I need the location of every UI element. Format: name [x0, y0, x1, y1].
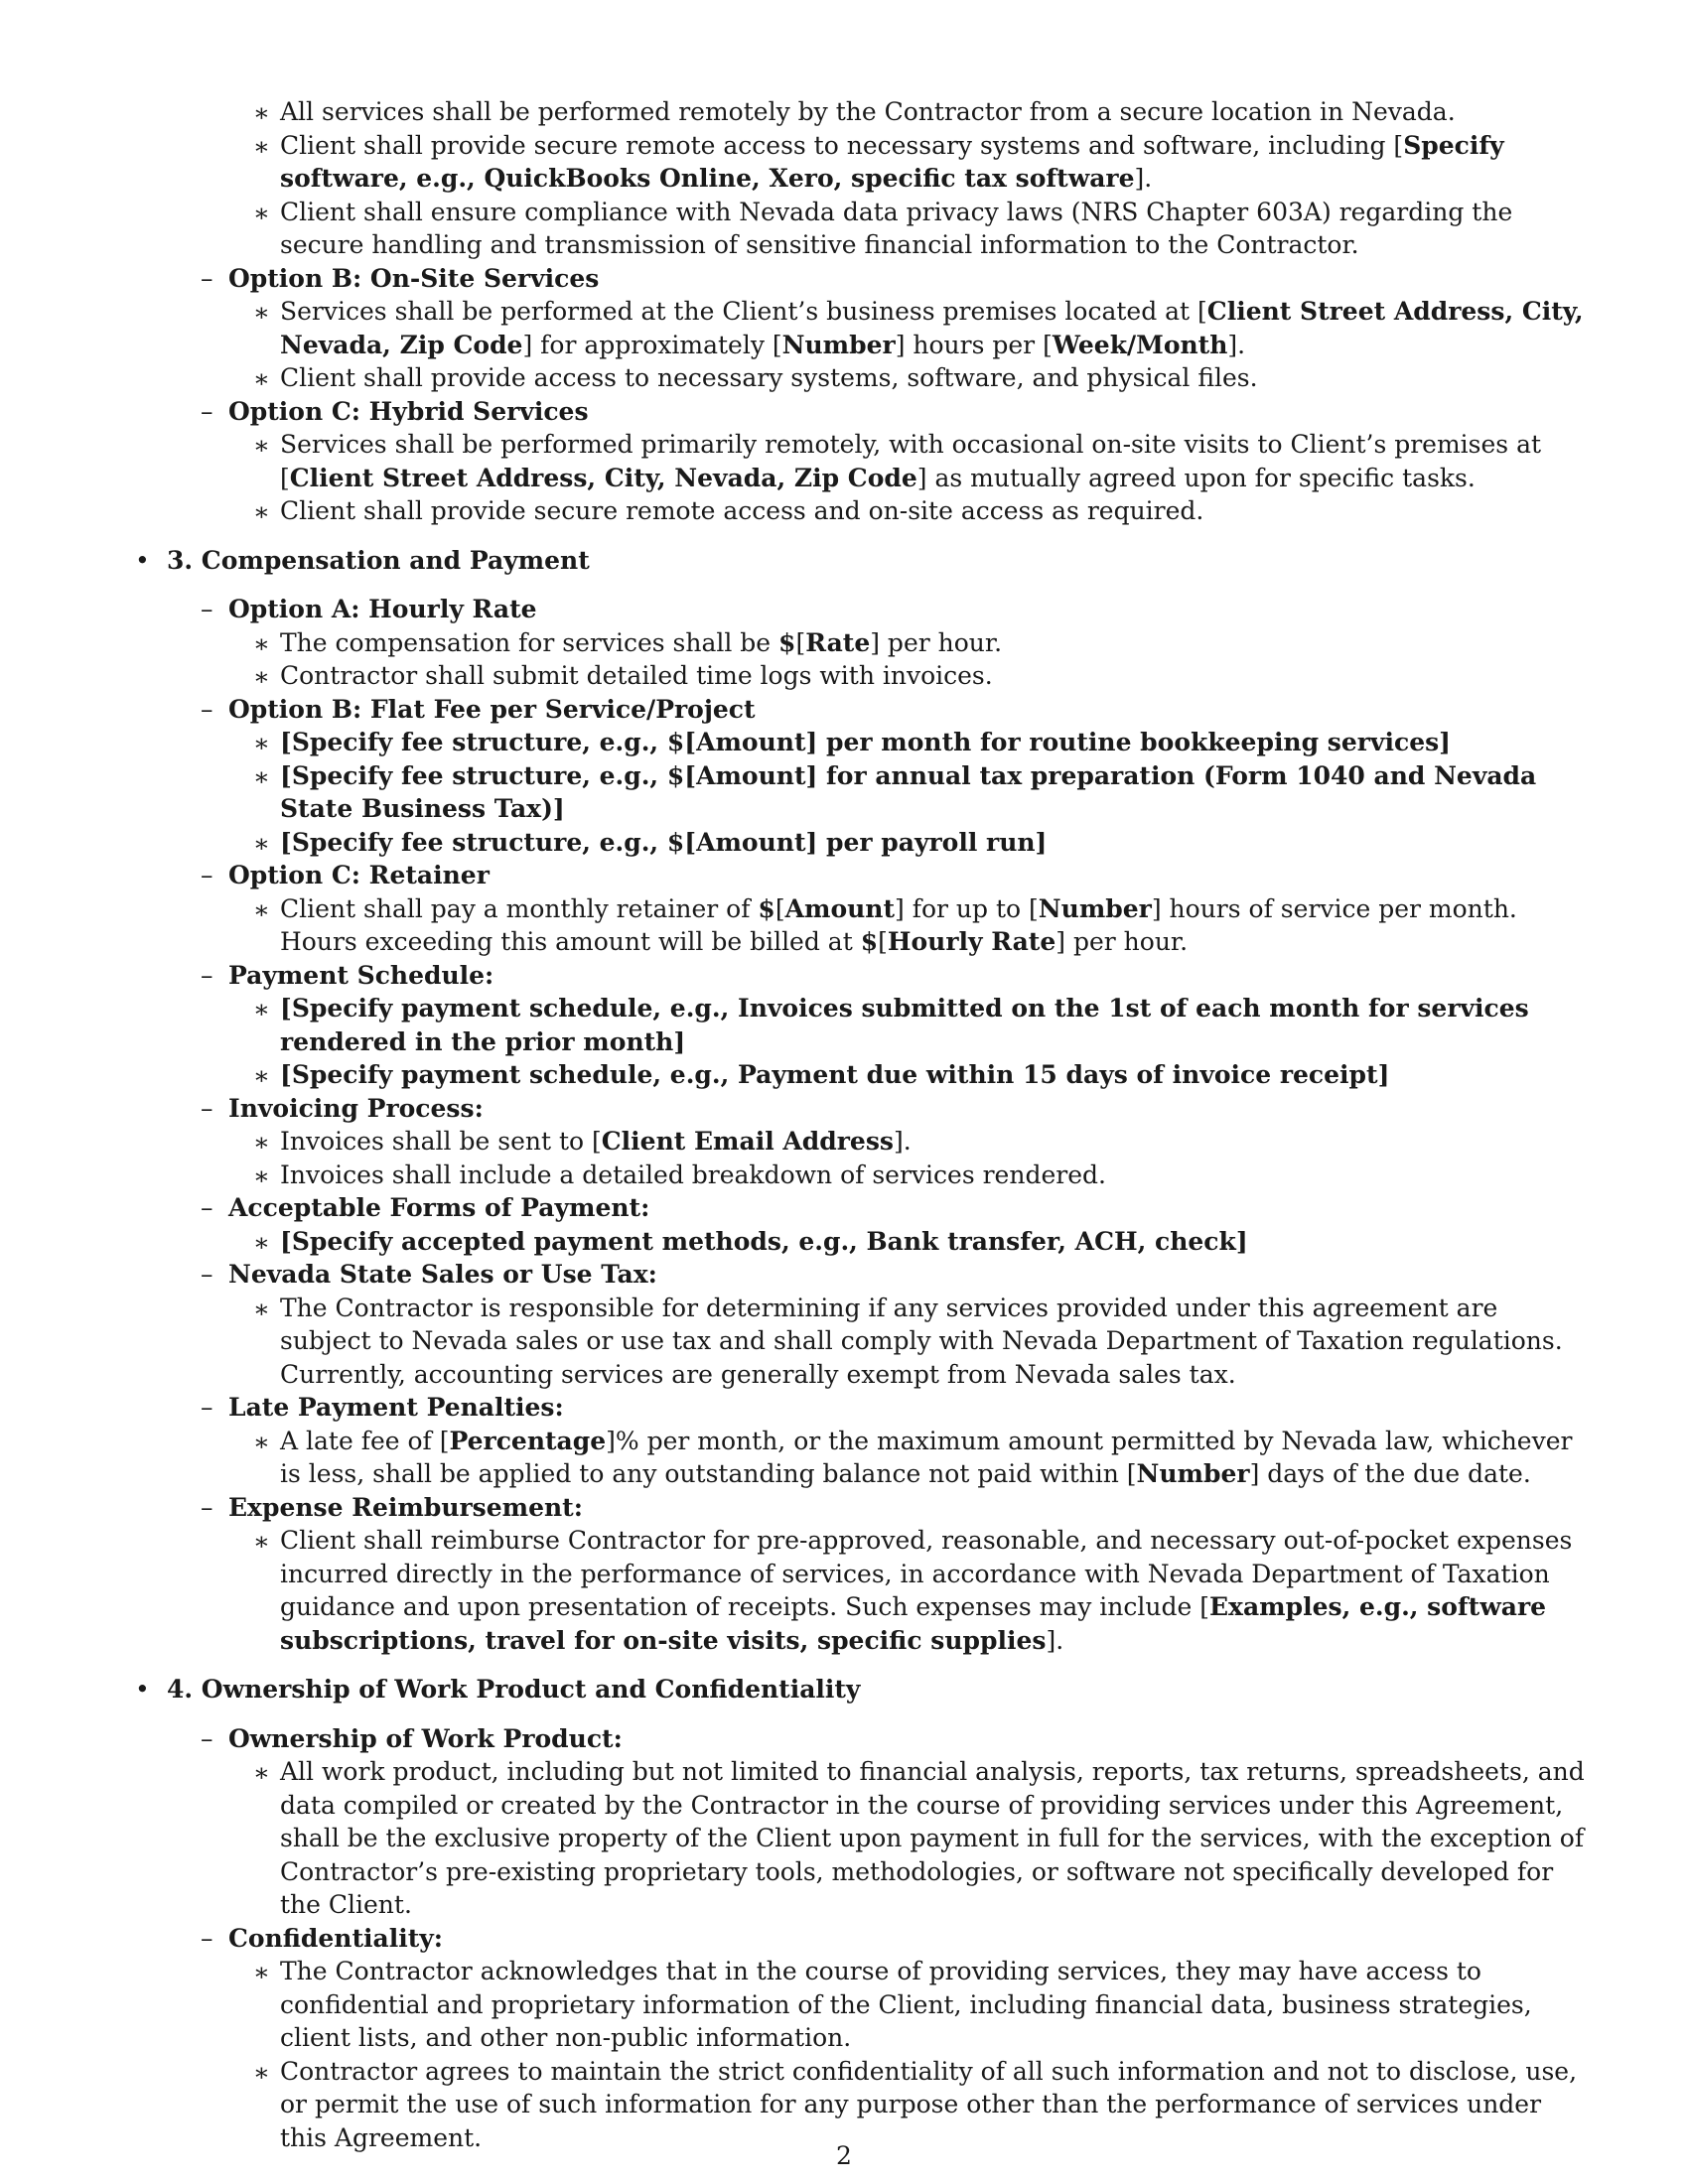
invoicing-item-2: ∗ Invoices shall include a detailed breakdown of services rendered. — [127, 1159, 1589, 1192]
invoicing-heading: – Invoicing Process: — [127, 1092, 1589, 1126]
star-marker: ∗ — [253, 761, 270, 791]
star-marker: ∗ — [253, 1227, 270, 1257]
hourly-item-1: ∗ The compensation for services shall be $[Rate] per hour. — [127, 626, 1589, 660]
option-c-item-1: ∗ Services shall be performed primarily remotely, with occasional on-site visits to Client’s premises at [Client Street Address, City, Nevada, Zip Code] as mutually agreed upon for specific tasks. — [253, 430, 1542, 492]
confidentiality-heading: – Confidentiality: — [127, 1922, 1589, 1956]
star-marker: ∗ — [253, 894, 270, 924]
star-marker: ∗ — [253, 131, 270, 161]
star-marker: ∗ — [253, 98, 270, 127]
dash-marker: – — [201, 1723, 213, 1753]
payment-schedule-item-2: ∗ [Specify payment schedule, e.g., Payment due within 15 days of invoice receipt] — [127, 1058, 1589, 1092]
flat-fee-item-3: ∗ [Specify fee structure, e.g., $[Amount] per payroll run] — [127, 826, 1589, 860]
star-marker: ∗ — [253, 1128, 270, 1157]
option-b-heading: – Option B: On-Site Services — [127, 262, 1589, 296]
star-marker: ∗ — [253, 1758, 270, 1787]
section-4-heading: • 4. Ownership of Work Product and Confidentiality — [127, 1673, 1589, 1706]
dash-marker: – — [201, 1923, 213, 1953]
option-c-heading: – Option C: Hybrid Services — [127, 395, 1589, 429]
star-marker: ∗ — [253, 1160, 270, 1190]
invoicing-item-1: ∗ Invoices shall be sent to [Client Email Address]. — [127, 1125, 1589, 1159]
star-marker: ∗ — [253, 497, 270, 526]
bullet-marker: • — [135, 1675, 150, 1704]
ownership-heading: – Ownership of Work Product: — [127, 1722, 1589, 1756]
hourly-item-2: ∗ Contractor shall submit detailed time logs with invoices. — [127, 659, 1589, 693]
remote-item-3: ∗ Client shall ensure compliance with Nevada data privacy laws (NRS Chapter 603A) regarding the secure handling and transmission of sensitive financial information to the Contractor. — [253, 197, 1513, 259]
star-marker: ∗ — [253, 828, 270, 858]
dash-marker: – — [201, 1492, 213, 1522]
dash-marker: – — [201, 1093, 213, 1123]
dash-marker: – — [201, 1393, 213, 1422]
star-marker: ∗ — [253, 1527, 270, 1556]
section-3-heading: • 3. Compensation and Payment — [127, 544, 1589, 578]
option-b-item-2: ∗ Client shall provide access to necessary systems, software, and physical files. — [127, 361, 1589, 395]
star-marker: ∗ — [253, 2057, 270, 2087]
late-payment-heading: – Late Payment Penalties: — [127, 1391, 1589, 1425]
dash-marker: – — [201, 1193, 213, 1222]
document-body — [127, 95, 1589, 2154]
star-marker: ∗ — [253, 1061, 270, 1090]
star-marker: ∗ — [253, 431, 270, 460]
payment-schedule-item-1: ∗ [Specify payment schedule, e.g., Invoices submitted on the 1st of each month for services rendered in the prior month] — [253, 994, 1529, 1056]
remote-item-1: ∗ All services shall be performed remotely by the Contractor from a secure location in Nevada. — [127, 95, 1589, 129]
star-marker: ∗ — [253, 995, 270, 1024]
confidentiality-item-1: ∗ The Contractor acknowledges that in the course of providing services, they may have access to confidential and proprietary information of the Client, including financial data, business strategies, client lists, and other non-public information. — [253, 1957, 1532, 2052]
star-marker: ∗ — [253, 298, 270, 327]
option-b-item-1: ∗ Services shall be performed at the Client’s business premises located at [Client Street Address, City, Nevada, Zip Code] for approximately [Number] hours per [Week/Month]. — [253, 297, 1584, 359]
retainer-heading: – Option C: Retainer — [127, 859, 1589, 892]
sales-tax-heading: – Nevada State Sales or Use Tax: — [127, 1258, 1589, 1292]
payment-forms-item-1: ∗ [Specify accepted payment methods, e.g., Bank transfer, ACH, check] — [127, 1225, 1589, 1259]
page-number: 2 — [836, 2141, 852, 2170]
payment-forms-heading: – Acceptable Forms of Payment: — [127, 1191, 1589, 1225]
star-marker: ∗ — [253, 198, 270, 227]
dash-marker: – — [201, 694, 213, 724]
remote-item-2: ∗ Client shall provide secure remote access to necessary systems and software, including [Specify software, e.g., QuickBooks Online, Xero, specific tax software]. — [253, 130, 1504, 193]
payment-schedule-heading: – Payment Schedule: — [127, 959, 1589, 993]
option-c-item-2: ∗ Client shall provide secure remote access and on-site access as required. — [127, 494, 1589, 528]
hourly-heading: – Option A: Hourly Rate — [127, 593, 1589, 626]
bullet-marker: • — [135, 545, 150, 575]
sales-tax-item-1: ∗ The Contractor is responsible for determining if any services provided under this agreement are subject to Nevada sales or use tax and shall comply with Nevada Department of Taxation regulations. Currently, accounting services are generally exempt from Nevada sales tax. — [253, 1293, 1563, 1389]
flat-fee-heading: – Option B: Flat Fee per Service/Project — [127, 693, 1589, 727]
dash-marker: – — [201, 1260, 213, 1289]
star-marker: ∗ — [253, 729, 270, 757]
late-payment-item-1: ∗ A late fee of [Percentage]% per month, or the maximum amount permitted by Nevada law, whichever is less, shall be applied to any outstanding balance not paid within [Number] days of the due date. — [253, 1426, 1573, 1488]
star-marker: ∗ — [253, 662, 270, 691]
dash-marker: – — [201, 861, 213, 889]
star-marker: ∗ — [253, 1958, 270, 1986]
star-marker: ∗ — [253, 1294, 270, 1323]
flat-fee-item-1: ∗ [Specify fee structure, e.g., $[Amount] per month for routine bookkeeping services] — [127, 726, 1589, 759]
star-marker: ∗ — [253, 1427, 270, 1456]
ownership-item-1: ∗ All work product, including but not limited to financial analysis, reports, tax returns, spreadsheets, and data compiled or created by the Contractor in the course of providing services under this Agreement, shall be the exclusive property of the Client upon payment in full for the services, with the exception of Contractor’s pre-existing proprietary tools, methodologies, or software not specifically developed for the Client. — [253, 1757, 1585, 1919]
flat-fee-item-2: ∗ [Specify fee structure, e.g., $[Amount] for annual tax preparation (Form 1040 and Nevada State Business Tax)] — [253, 760, 1537, 823]
expense-item-1: ∗ Client shall reimburse Contractor for pre-approved, reasonable, and necessary out-of-pocket expenses incurred directly in the performance of services, in accordance with Nevada Department of Taxation guidance and upon presentation of receipts. Such expenses may include [Examples, e.g., software subscriptions, travel for on-site visits, specific supplies]. — [253, 1526, 1573, 1655]
dash-marker: – — [201, 263, 213, 293]
confidentiality-item-2: ∗ Contractor agrees to maintain the strict confidentiality of all such information and not to disclose, use, or permit the use of such information for any purpose other than the performance of services under this Agreement. — [253, 2056, 1578, 2152]
expense-heading: – Expense Reimbursement: — [127, 1491, 1589, 1525]
retainer-item-1: ∗ Client shall pay a monthly retainer of $[Amount] for up to [Number] hours of service per month. Hours exceeding this amount will be billed at $[Hourly Rate] per hour. — [253, 893, 1517, 956]
dash-marker: – — [201, 960, 213, 990]
star-marker: ∗ — [253, 628, 270, 658]
dash-marker: – — [201, 595, 213, 623]
dash-marker: – — [201, 396, 213, 426]
star-marker: ∗ — [253, 364, 270, 393]
